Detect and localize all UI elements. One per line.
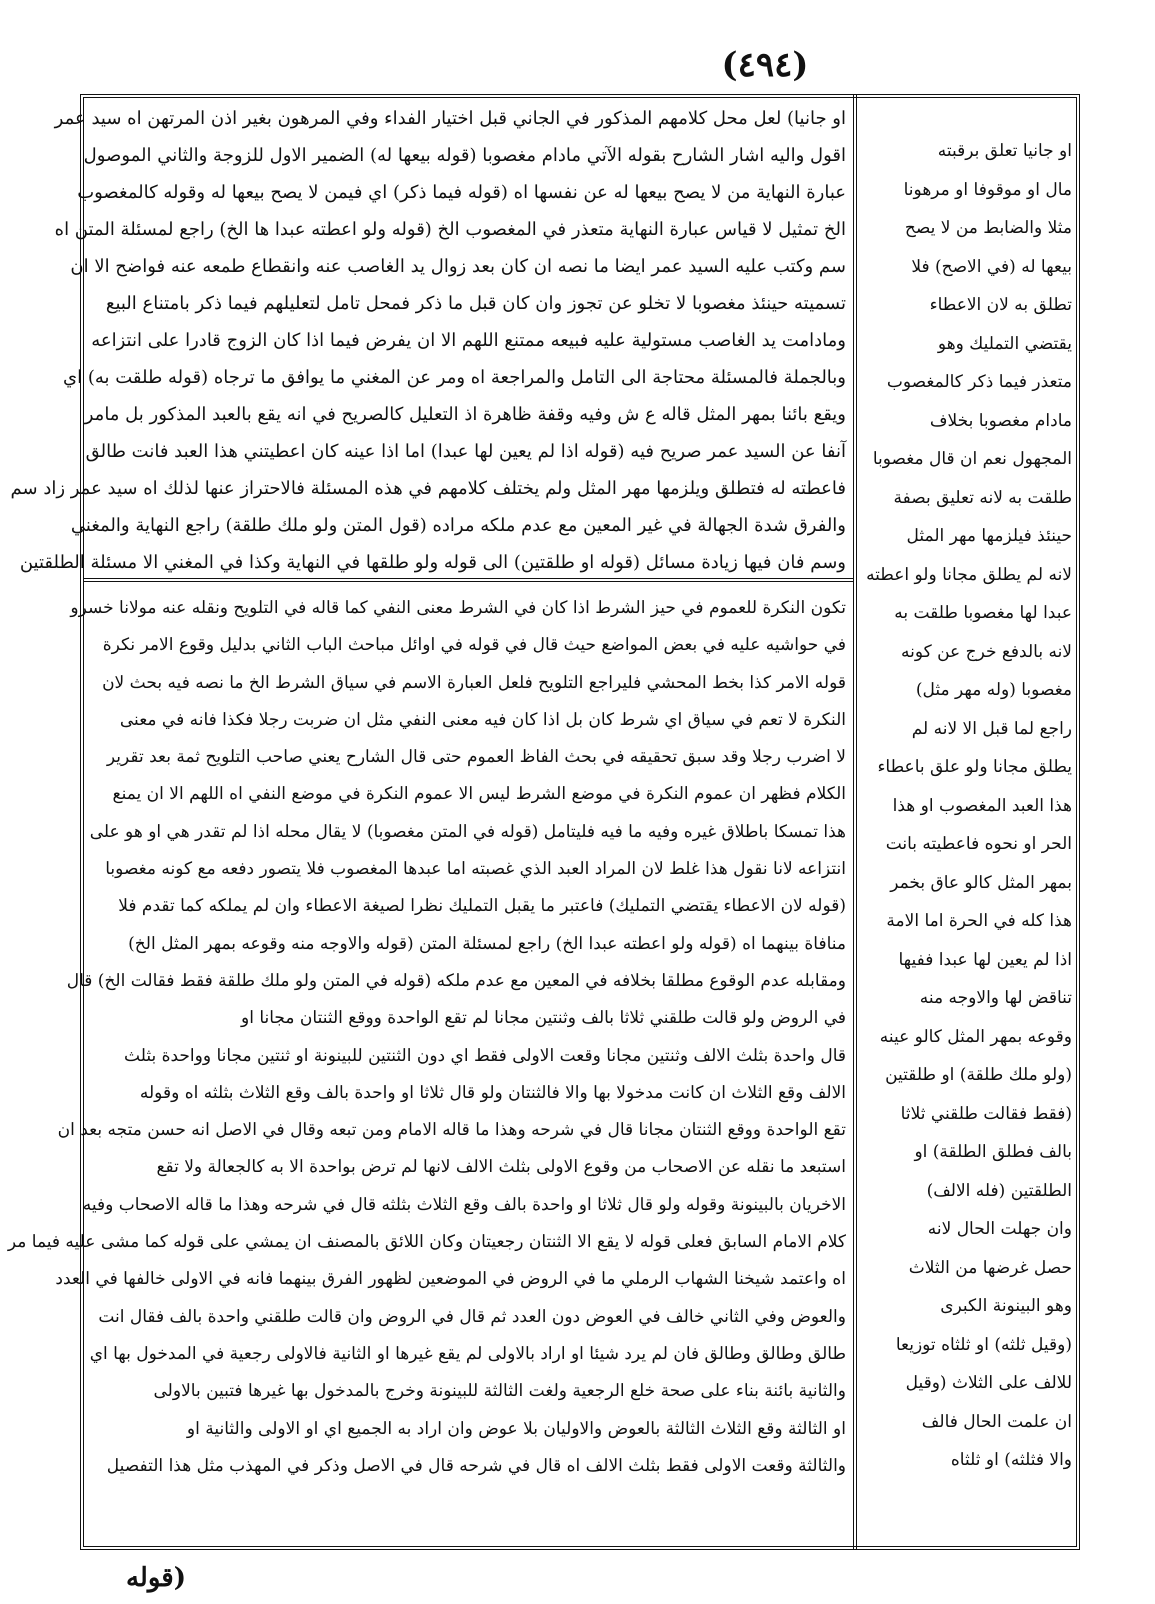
text-line: طالق وطالق وطالق فان لم يرد شيئا او اراد بالاولى لم يقع غيرها او الثانية فالاولى رجعية في المدخول بها اي [89, 1343, 846, 1364]
text-line: كلام الامام السابق فعلى قوله لا يقع الا الثنتان رجعيتان وكان اللائق بالمصنف ان يمشي على قوله كما مشى عليه فيما مر [7, 1232, 846, 1253]
text-line: اقول واليه اشار الشارح بقوله الآتي مادام مغصوبا (قوله بيعها له) الضمير الاول للزوجة والثاني الموصول [83, 145, 846, 166]
text-line: مال او موقوفا او مرهونا [903, 179, 1072, 200]
text-line: لا اضرب رجلا وقد سبق تحقيقه في بحث الفاظ العموم حتى قال الشارح يعني صاحب التلويح ثمة بعد تقرير [106, 747, 846, 768]
text-line: والا فثلثه) او ثلثاه [950, 1450, 1072, 1470]
text-line: (ولو ملك طلقة) او طلقتين [885, 1065, 1072, 1085]
text-line: حينئذ فيلزمها مهر المثل [906, 526, 1072, 546]
text-line: طلقت به لانه تعليق بصفة [893, 487, 1072, 508]
text-line: عبدا لها مغصوبا طلقت به [894, 603, 1072, 623]
text-line: راجع لما قبل الا لانه لم [911, 718, 1072, 739]
text-line: هذا تمسكا باطلاق غيره وفيه ما فيه فليتامل (قوله في المتن مغصوبا) لا يقال محله اذا لم تقدر هي او هو على [89, 821, 846, 842]
text-line: استبعد ما نقله عن الاصحاب من وقوع الاولى بثلث الالف لانها لم ترض بواحدة الا به كالجعالة ولا تقع [156, 1157, 846, 1178]
text-line: تكون النكرة للعموم في حيز الشرط اذا كان في الشرط معنى النفي كما قاله في التلويح ونقله عنه مولانا خسرو [70, 598, 846, 618]
text-line: والثالثة وقعت الاولى فقط بثلث الالف اه قال في شرحه قال في الاصل وذكر في المهذب مثل هذا التفصيل [106, 1455, 846, 1476]
text-line: الاخريان بالبينونة وقوله ولو قال ثلاثا او واحدة بالف وقع الثلاث بثلثه قال في شرحه وهذا ما قاله الاصحاب وفيه [82, 1194, 846, 1215]
text-line: ومادامت يد الغاصب مستولية عليه فبيعه ممتنع اللهم الا ان يفرض فيما اذا كان الزوج قادرا على انتزاعه [91, 330, 846, 351]
column-divider [853, 94, 857, 1550]
text-line: ان علمت الحال فالف [921, 1411, 1072, 1432]
text-line: الطلقتين (فله الالف) [926, 1180, 1072, 1201]
text-line: ويقع بائنا بمهر المثل قاله ع ش وفيه وقفة ظاهرة اذ التعليل كالصريح في انه يقع بالعبد المذكور بل مامر [84, 404, 846, 425]
text-line: (وقيل ثلثه) او ثلثاه توزيعا [895, 1334, 1072, 1355]
text-line: او جانيا تعلق برقبته [937, 141, 1072, 161]
text-line: الالف وقع الثلاث ان كانت مدخولا بها والا فالثنتان ولو قال ثلاثا او واحدة بالف وقع الثلاث بثلثه اه وقوله [139, 1082, 846, 1103]
text-line: وسم فان فيها زيادة مسائل (قوله او طلقتين) الى قوله ولو طلقها في النهاية وكذا في المغني الا مسئلة الطلقتين [19, 552, 846, 573]
text-line: هذا العبد المغصوب او هذا [892, 795, 1072, 816]
text-line: (قوله لان الاعطاء يقتضي التمليك) فاعتبر ما يقبل التمليك نظرا لصيغة الاعطاء وان لم يملكه كما تقدم فلا [118, 896, 846, 917]
text-line: سم وكتب عليه السيد عمر ايضا ما نصه ان كان بعد زوال يد الغاصب عنه وانقطاع طمعه عنه فواضح الا ان [70, 256, 846, 277]
text-line: فاعطته له فتطلق ويلزمها مهر المثل ولم يختلف كلامهم في هذه المسئلة فالاحتراز عنها لذلك اه سيد عمر زاد سم [10, 478, 846, 499]
text-line: قوله الامر كذا بخط المحشي فليراجع التلويح فلعل العبارة الاسم في سياق الشرط الخ ما نصه فيه بحث لان [102, 672, 846, 693]
text-line: او جانيا) لعل محل كلامهم المذكور في الجاني قبل اختيار الفداء وفي المرهون بغير اذن المرتهن اه سيد عمر [54, 108, 846, 129]
text-line: قال واحدة بثلث الالف وثنتين مجانا وقعت الاولى فقط اي دون الثنتين للبينونة او ثنتين مجانا وواحدة بثلث [124, 1045, 846, 1066]
text-line: تناقض لها والاوجه منه [919, 988, 1072, 1008]
text-line: الخ تمثيل لا قياس عبارة النهاية متعذر في المغصوب الخ (قوله ولو اعطته عبدا ها الخ) راجع لمسئلة المتن اه [54, 219, 846, 240]
text-line: لانه لم يطلق مجانا ولو اعطته [866, 564, 1072, 585]
text-line: آنفا عن السيد عمر صريح فيه (قوله اذا لم يعين لها عبدا) اما اذا عينه كان اعطيتني هذا العبد فانت طالق [85, 441, 846, 462]
text-line: الحر او نحوه فاعطيته بانت [885, 834, 1072, 854]
text-line: وبالجملة فالمسئلة محتاجة الى التامل والمراجعة اه ومر عن المغني ما يوافق ما ترجاه (قوله طلقت به) اي [63, 367, 846, 388]
text-line: لانه بالدفع خرج عن كونه [900, 641, 1072, 662]
text-line: (فقط فقالت طلقني ثلاثا [900, 1103, 1072, 1124]
text-line: الكلام فظهر ان عموم النكرة في موضع الشرط ليس الا عموم النكرة في موضع النفي اه اللهم الا ان يمنع [112, 784, 846, 805]
text-line: تقع الواحدة ووقع الثنتان مجانا قال في شرحه وهذا ما قاله الامام ومن تبعه وقال في الاصل انه حسن متجه بعد ان [57, 1120, 846, 1141]
text-line: بمهر المثل كالو عاق بخمر [890, 872, 1072, 893]
text-line: ومقابله عدم الوقوع مطلقا بخلافه في المعين مع عدم ملكه (قوله في المتن ولو ملك طلقة فقط فقالت الخ) قال [66, 970, 846, 991]
side-text [864, 132, 1072, 1480]
text-line: حصل غرضها من الثلاث [908, 1257, 1072, 1278]
text-line: النكرة لا تعم في سياق اي شرط كان بل اذا كان فيه معنى النفي مثل ان ضربت رجلا فكذا فانه في معنى [119, 709, 846, 730]
text-line: مثلا والضابط من لا يصح [904, 218, 1072, 238]
text-line: يقتضي التمليك وهو [937, 333, 1072, 354]
text-line: عبارة النهاية من لا يصح بيعها له عن نفسها اه (قوله فيما ذكر) اي فيمن لا يصح بيعها له وقوله كالمغصوب [77, 182, 846, 203]
text-line: او الثالثة وقع الثلاث الثالثة بالعوض والاوليان بلا عوض وان اراد به الجميع اي او الاولى والثانية او [186, 1418, 846, 1439]
text-line: هذا كله في الحرة اما الامة [886, 911, 1072, 931]
text-line: والعوض وفي الثاني خالف في العوض دون العدد ثم قال في الروض وان قالت طلقني واحدة بالف فقال انت [98, 1306, 846, 1327]
catchword: (قوله [125, 1563, 186, 1593]
main-text-bottom [7, 590, 846, 1485]
text-line: متعذر فيما ذكر كالمغصوب [886, 372, 1072, 392]
text-line: للالف على الثلاث (وقيل [905, 1373, 1072, 1393]
text-line: في الروض ولو قالت طلقني ثلاثا بالف وثنتين مجانا لم تقع الواحدة ووقع الثنتان مجانا او [241, 1008, 846, 1029]
text-line: والثانية بائنة بناء على صحة خلع الرجعية ولغت الثالثة للبينونة وخرج بالمدخول بها غيرها فتبين بالاولى [153, 1381, 846, 1402]
text-line: اذا لم يعين لها عبدا ففيها [898, 949, 1072, 970]
text-line: تطلق به لان الاعطاء [929, 295, 1072, 315]
text-line: يطلق مجانا ولو علق باعطاء [877, 757, 1072, 777]
text-line: المجهول نعم ان قال مغصوبا [872, 449, 1072, 469]
text-line: في حواشيه عليه في بعض المواضع حيث قال في قوله في اوائل مباحث الباب الثاني بدليل وقوع الامر نكرة [102, 635, 846, 656]
text-line: وان جهلت الحال لانه [927, 1219, 1072, 1239]
text-line: والفرق شدة الجهالة في غير المعين مع عدم ملكه مراده (قول المتن ولو ملك طلقة) راجع النهاية والمغني [70, 515, 846, 536]
text-line: وهو البينونة الكبرى [940, 1296, 1072, 1316]
text-line: انتزاعه لانا نقول هذا غلط لان المراد العبد الذي غصبته اما عبدها المغصوب فلا يتصور دفعه مع كونه مغصوبا [105, 859, 846, 880]
text-line: بالف فطلق الطلقة) او [914, 1142, 1072, 1162]
text-line: وقوعه بمهر المثل كالو عينه [879, 1026, 1072, 1047]
text-line: مغصوبا (وله مهر مثل) [915, 680, 1072, 700]
main-text-top [10, 100, 846, 581]
text-line: اه واعتمد شيخنا الشهاب الرملي ما في الروض في الموضعين لظهور الفرق بينهما فانه في الاولى خالفها في العدد [55, 1269, 846, 1290]
text-line: بيعها له (في الاصح) فلا [911, 256, 1072, 277]
page-number: (٤٩٤) [721, 45, 809, 85]
text-line: تسميته حينئذ مغصوبا لا تخلو عن تجوز وان كان قبل ما ذكر فمحل تامل لتعليلهم فيما ذكر بامتناع البيع [105, 293, 846, 314]
text-line: مادام مغصوبا بخلاف [929, 410, 1072, 431]
text-line: منافاة بينهما اه (قوله ولو اعطته عبدا الخ) راجع لمسئلة المتن (قوله والاوجه منه وقوعه بمهر المثل الخ) [128, 933, 846, 954]
